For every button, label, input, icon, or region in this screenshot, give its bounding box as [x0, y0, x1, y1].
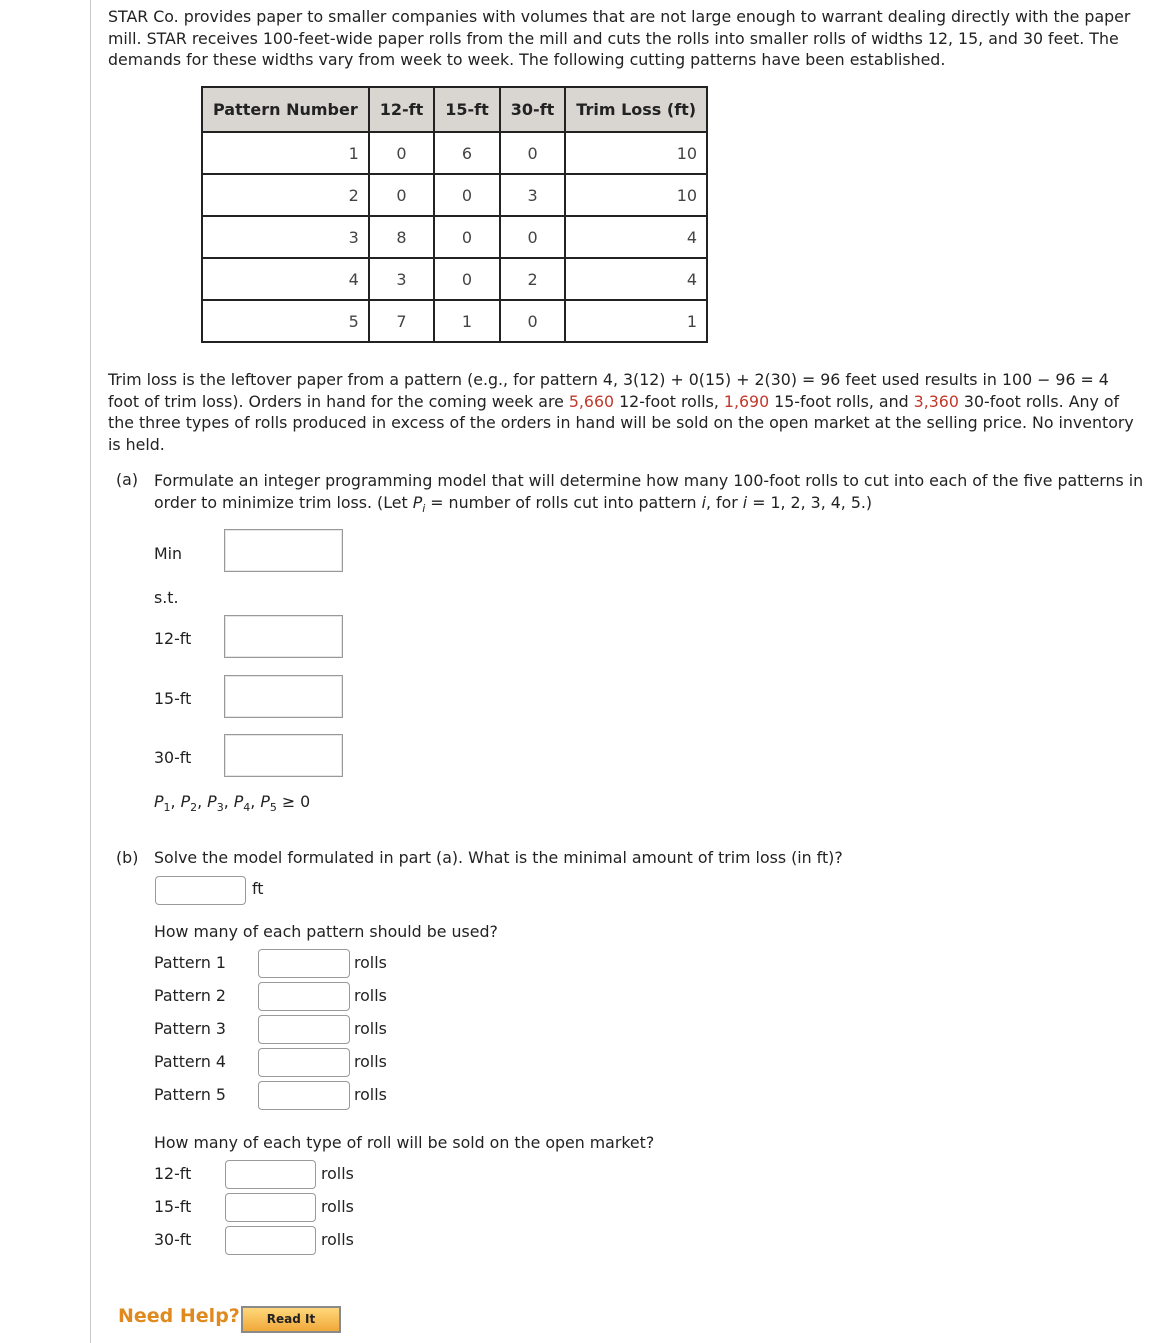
intro-paragraph: STAR Co. provides paper to smaller companies with volumes that are not large enough to warrant dealing directly with the paper mill. STAR receives 100-feet-wide paper rolls from the mill and cuts the rolls into smaller rolls of widths 12, 15, and 30 feet. The demands for these widths vary from week to week. The following cutting patterns have been established.	[108, 7, 1131, 69]
rolls-unit: rolls	[321, 1230, 354, 1249]
market-question: How many of each type of roll will be sold on the open market?	[154, 1133, 655, 1152]
order-12ft: 5,660	[568, 391, 615, 411]
col-header-trim-loss: Trim Loss (ft)	[565, 87, 707, 132]
rolls-unit: rolls	[354, 1085, 387, 1104]
pattern-3-input[interactable]	[258, 1015, 350, 1044]
constraint-30ft-label: 30-ft	[154, 748, 192, 767]
market-12ft-label: 12-ft	[154, 1164, 192, 1183]
rolls-unit: rolls	[354, 986, 387, 1005]
constraint-12ft-label: 12-ft	[154, 629, 192, 648]
pattern-1-label: Pattern 1	[154, 953, 226, 972]
col-header-pattern: Pattern Number	[202, 87, 369, 132]
constraint-30ft-input[interactable]	[224, 734, 343, 777]
part-a-label: (a)	[116, 470, 139, 489]
col-header-15ft: 15-ft	[434, 87, 500, 132]
table-row: 2 0 0 3 10	[202, 174, 707, 216]
min-label: Min	[154, 544, 183, 563]
need-help-label: Need Help?	[118, 1305, 240, 1327]
objective-input[interactable]	[224, 529, 343, 572]
part-b-question: Solve the model formulated in part (a). What is the minimal amount of trim loss (in ft)?	[154, 848, 843, 867]
constraint-15ft-input[interactable]	[224, 675, 343, 718]
table-row: 4 3 0 2 4	[202, 258, 707, 300]
market-12ft-input[interactable]	[225, 1160, 316, 1189]
trim-loss-unit: ft	[252, 879, 264, 898]
pattern-5-input[interactable]	[258, 1081, 350, 1110]
rolls-unit: rolls	[354, 1019, 387, 1038]
pattern-5-label: Pattern 5	[154, 1085, 226, 1104]
market-15ft-label: 15-ft	[154, 1197, 192, 1216]
pattern-4-input[interactable]	[258, 1048, 350, 1077]
col-header-12ft: 12-ft	[369, 87, 435, 132]
cutting-patterns-table	[201, 86, 708, 343]
content-frame-border	[90, 0, 91, 1343]
pattern-3-label: Pattern 3	[154, 1019, 226, 1038]
market-30ft-label: 30-ft	[154, 1230, 192, 1249]
pattern-2-input[interactable]	[258, 982, 350, 1011]
rolls-unit: rolls	[321, 1197, 354, 1216]
table-row: 3 8 0 0 4	[202, 216, 707, 258]
table-row: 1 0 6 0 10	[202, 132, 707, 174]
constraint-15ft-label: 15-ft	[154, 689, 192, 708]
constraint-12ft-input[interactable]	[224, 615, 343, 658]
nonnegativity-constraint: $P_1$, $P_2$, $P_3$, $P_4$, $P_5 \ge 0$	[154, 792, 311, 815]
part-b-label: (b)	[116, 848, 139, 867]
market-30ft-input[interactable]	[225, 1226, 316, 1255]
patterns-question: How many of each pattern should be used?	[154, 922, 498, 941]
pattern-2-label: Pattern 2	[154, 986, 226, 1005]
rolls-unit: rolls	[354, 953, 387, 972]
table-row: 5 7 1 0 1	[202, 300, 707, 342]
trim-loss-paragraph: Trim loss is the leftover paper from a pattern (e.g., for pattern 4, 3(12) + 0(15) + 2(30) = 96 feet used results in 100 − 96 = 4 foot of trim loss). Orders in hand for the coming week are 5,660 12-foot rolls, 1,690 15-foot rolls, and 3,360 30-foot rolls. Any of the three types of rolls produced in excess of the orders in hand will be sold on the open market at the selling price. No inventory is held.	[108, 370, 1134, 454]
read-it-button[interactable]: Read It	[241, 1306, 341, 1333]
pattern-1-input[interactable]	[258, 949, 350, 978]
col-header-30ft: 30-ft	[500, 87, 566, 132]
order-15ft: 1,690	[723, 391, 770, 411]
min-trim-loss-input[interactable]	[155, 876, 246, 905]
market-15ft-input[interactable]	[225, 1193, 316, 1222]
st-label: s.t.	[154, 588, 179, 607]
rolls-unit: rolls	[321, 1164, 354, 1183]
pattern-4-label: Pattern 4	[154, 1052, 226, 1071]
order-30ft: 3,360	[913, 391, 959, 411]
rolls-unit: rolls	[354, 1052, 387, 1071]
part-a-question: Formulate an integer programming model that will determine how many 100-foot rolls to cut into each of the five patterns in order to minimize trim loss. (Let $P_i$ = number of rolls cut into pattern i, for i = 1, 2, 3, 4, 5.)	[154, 471, 1144, 515]
